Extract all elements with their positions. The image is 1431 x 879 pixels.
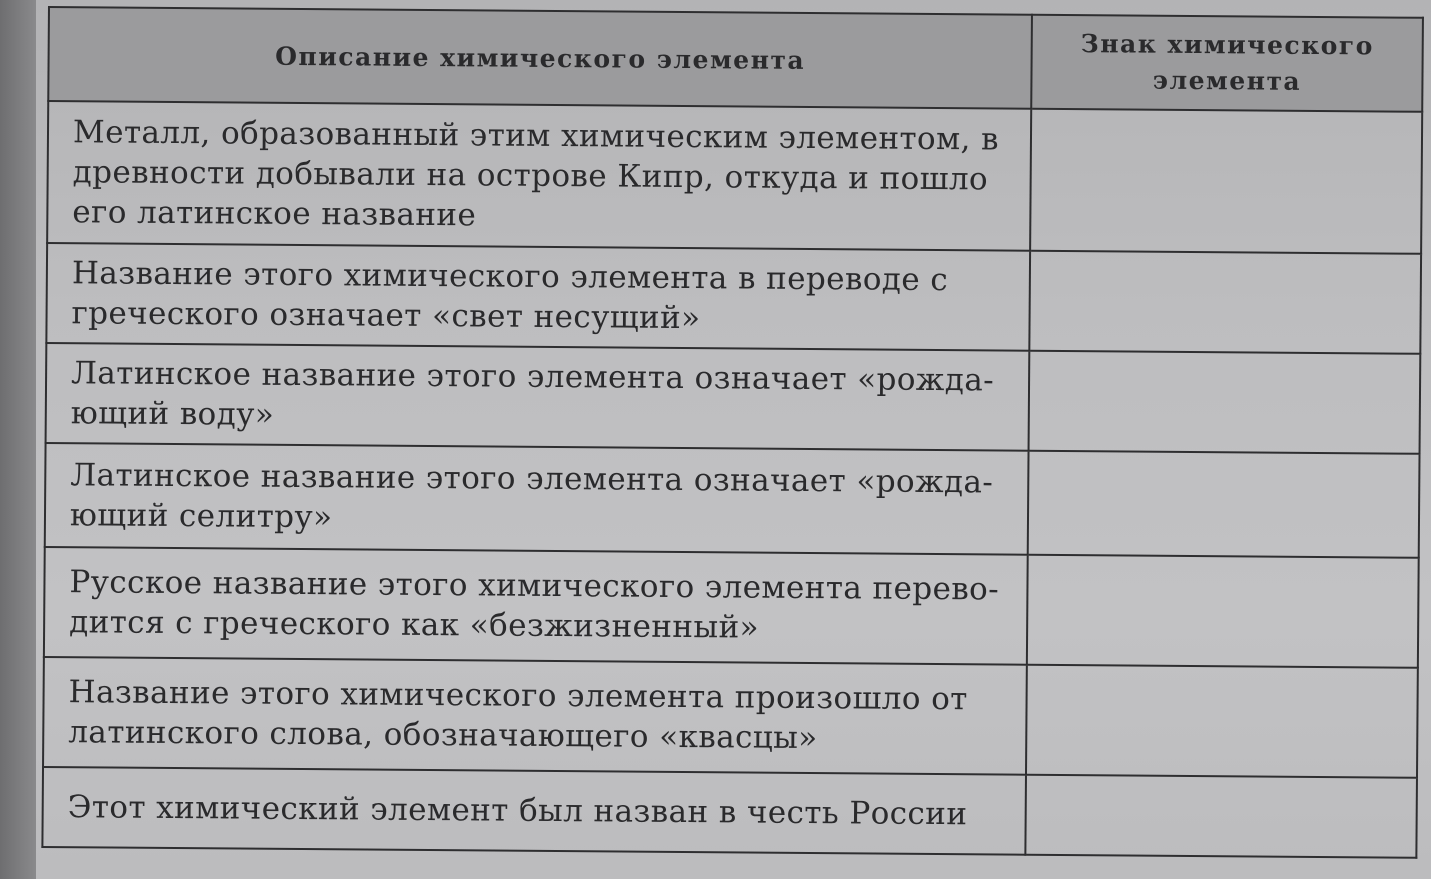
symbol-cell[interactable]: [1028, 451, 1420, 558]
table-row: [44, 547, 1419, 668]
symbol-cell[interactable]: [1030, 109, 1422, 254]
header-description: Описание химического элемента: [48, 7, 1032, 109]
table-row: [45, 443, 1420, 558]
row-description: Этот химический элемент был назван в честь России: [42, 767, 1026, 855]
chemical-elements-table: [41, 6, 1424, 859]
symbol-cell[interactable]: [1027, 555, 1419, 668]
row-description: Металл, образованный этим химическим элементом, в древности добывали на острове Кипр, откуда и пошло его латинское название: [47, 101, 1031, 251]
table-row: [42, 767, 1417, 858]
header-symbol-line2: элемента: [1152, 65, 1302, 96]
symbol-cell[interactable]: [1029, 351, 1421, 454]
table-row: [46, 343, 1421, 454]
symbol-cell[interactable]: [1029, 251, 1421, 354]
row-description: Латинское название этого элемента означает «рожда-ющий селитру»: [45, 443, 1029, 555]
symbol-cell[interactable]: [1026, 775, 1417, 858]
header-symbol-line1: Знак химического: [1080, 29, 1374, 61]
row-description: Название этого химического элемента в переводе с греческого означает «свет несущий»: [46, 243, 1030, 351]
symbol-cell[interactable]: [1026, 665, 1418, 778]
table-row: [47, 101, 1422, 254]
book-gutter: [0, 0, 40, 879]
table-row: [43, 657, 1418, 778]
header-symbol: [1031, 15, 1423, 112]
row-description: Латинское название этого элемента означает «рожда-ющий воду»: [46, 343, 1030, 451]
row-description: Русское название этого химического элемента перево-дится с греческого как «безжизненный»: [44, 547, 1028, 665]
page-sheet: [36, 0, 1431, 879]
row-description: Название этого химического элемента произошло от латинского слова, обозначающего «квасцы»: [43, 657, 1027, 775]
table-row: [46, 243, 1421, 354]
table-header-row: [48, 7, 1423, 112]
